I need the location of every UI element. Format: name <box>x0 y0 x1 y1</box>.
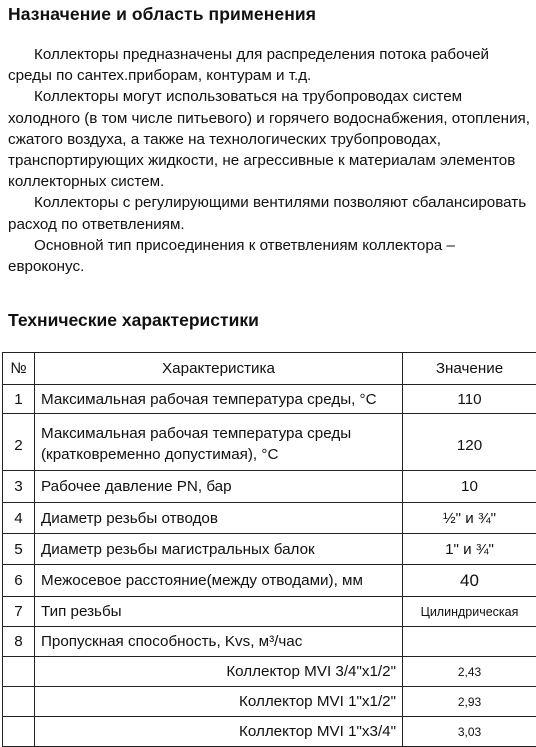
subrow-value: 3,03 <box>403 717 536 747</box>
paragraph: Коллекторы могут использоваться на трубопроводах систем холодного (в том числе питьевого) и горячего водоснабжения, отопления, сжатого воздуха, а также на технологических трубопроводах, транспортирующих жидкости, не агрессивные к материалам элементов коллекторных систем. <box>8 86 533 192</box>
row-value: 110 <box>403 385 536 414</box>
table-row <box>3 503 536 534</box>
row-name: Диаметр резьбы отводов <box>35 503 403 534</box>
row-name-line: Максимальная рабочая температура среды <box>41 423 402 444</box>
row-num: 6 <box>3 565 35 597</box>
row-name <box>35 414 403 471</box>
subrow-value: 2,43 <box>403 657 536 687</box>
paragraph: Коллекторы с регулирующими вентилями позволяют сбалансировать расход по ответвлениям. <box>8 192 533 234</box>
row-name-line: (кратковременно допустимая), °С <box>41 444 402 465</box>
row-name: Рабочее давление PN, бар <box>35 471 403 503</box>
table-row <box>3 627 536 657</box>
row-value: Цилиндрическая <box>403 597 536 627</box>
row-value: 40 <box>403 565 536 597</box>
paragraph: Основной тип присоединения к ответвлениям коллектора – евроконус. <box>8 235 533 277</box>
subrow-name: Коллектор MVI 1"х3/4" <box>35 717 403 747</box>
header-value: Значение <box>403 353 536 385</box>
row-name: Тип резьбы <box>35 597 403 627</box>
row-value: 120 <box>403 414 536 471</box>
table-subrow <box>3 717 536 747</box>
subrow-num-empty <box>3 687 35 717</box>
section-title-purpose: Назначение и область применения <box>8 4 316 25</box>
section-title-specs: Технические характеристики <box>8 310 259 331</box>
row-value: ½" и ¾" <box>403 503 536 534</box>
row-num: 3 <box>3 471 35 503</box>
paragraph: Коллекторы предназначены для распределения потока рабочей среды по сантех.приборам, контурам и т.д. <box>8 44 533 86</box>
row-num: 1 <box>3 385 35 414</box>
row-value: 1" и ¾" <box>403 534 536 565</box>
subrow-name: Коллектор MVI 3/4"х1/2" <box>35 657 403 687</box>
row-num: 5 <box>3 534 35 565</box>
row-name: Межосевое расстояние(между отводами), мм <box>35 565 403 597</box>
row-value <box>403 627 536 657</box>
table-row <box>3 385 536 414</box>
row-value: 10 <box>403 471 536 503</box>
row-num: 4 <box>3 503 35 534</box>
header-characteristic: Характеристика <box>35 353 403 385</box>
row-num: 2 <box>3 414 35 471</box>
table-header-row <box>3 353 536 385</box>
row-name: Пропускная способность, Kvs, м³/час <box>35 627 403 657</box>
table-row <box>3 471 536 503</box>
subrow-num-empty <box>3 657 35 687</box>
table-subrow <box>3 657 536 687</box>
subrow-num-empty <box>3 717 35 747</box>
row-num: 8 <box>3 627 35 657</box>
subrow-value: 2,93 <box>403 687 536 717</box>
header-num: № <box>3 353 35 385</box>
table-row <box>3 565 536 597</box>
table-row <box>3 534 536 565</box>
row-name: Максимальная рабочая температура среды, °С <box>35 385 403 414</box>
row-num: 7 <box>3 597 35 627</box>
table-subrow <box>3 687 536 717</box>
intro-text <box>8 44 533 277</box>
specs-table <box>2 352 536 747</box>
table-row <box>3 597 536 627</box>
table-row <box>3 414 536 471</box>
row-name: Диаметр резьбы магистральных балок <box>35 534 403 565</box>
subrow-name: Коллектор MVI 1"х1/2" <box>35 687 403 717</box>
